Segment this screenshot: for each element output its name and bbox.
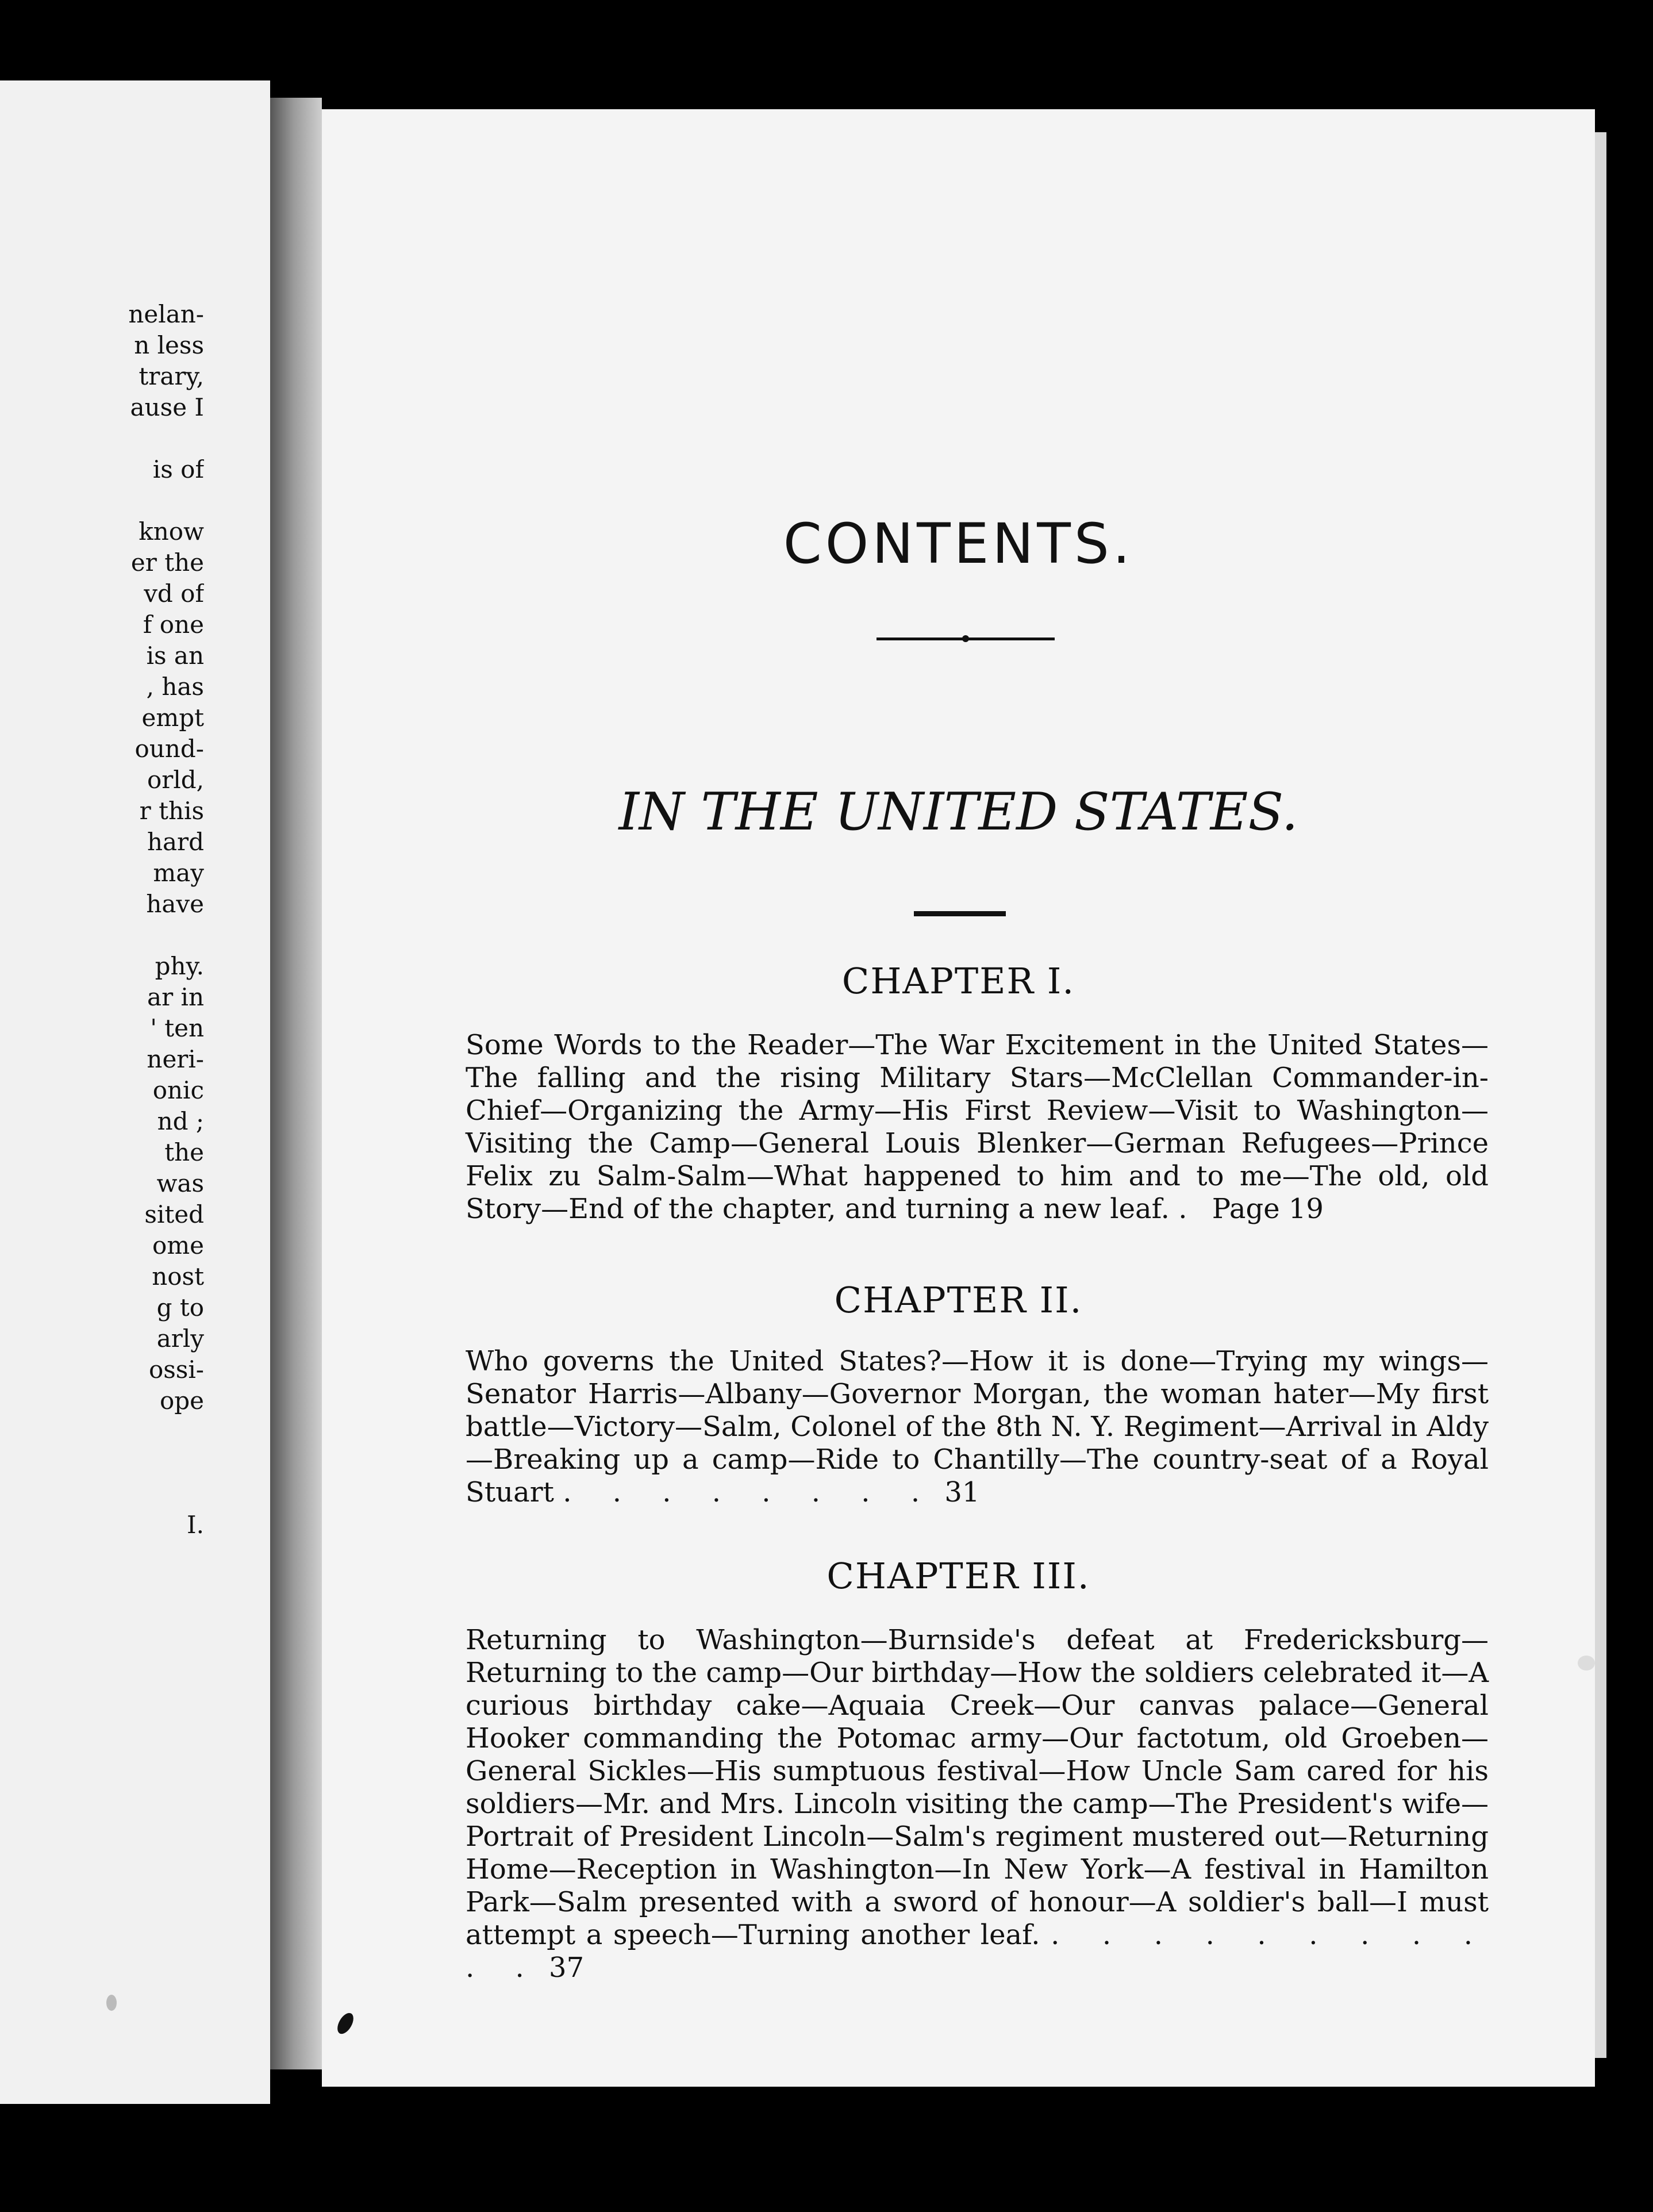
left-fragment-line — [0, 485, 204, 516]
left-fragment-line: ome — [152, 1231, 204, 1259]
left-fragment-line: orld, — [147, 766, 204, 794]
left-fragment-line: f one — [143, 610, 204, 639]
left-fragment-line: is an — [146, 642, 204, 670]
chapter-summary: Some Words to the Reader—The War Excitement in the United States—The falling and the rising Military Stars—McClellan Commander-in-Chief—Organizing the Army—His First Review—Visit to Washington—Visiting the Camp—General Louis Blenker—German Refugees—Prince Felix zu Salm-Salm—What happened to him and to me—The old, old Story—End of the chapter, and turning a new leaf. . Page 19 — [466, 1029, 1489, 1225]
left-fragment-line: ope — [159, 1387, 204, 1415]
left-fragment-line: r this — [139, 797, 204, 825]
left-fragment-line: ' ten — [150, 1014, 204, 1042]
left-fragment-line: phy. — [155, 952, 204, 980]
page-edge — [1595, 132, 1606, 2058]
left-fragment-line: sited — [144, 1200, 204, 1228]
left-fragment-line: ound- — [134, 735, 204, 763]
left-fragment-line: nost — [152, 1262, 204, 1291]
left-fragment-line: ossi- — [148, 1355, 204, 1384]
chapter-summary: Returning to Washington—Burnside's defeat at Fredericksburg—Returning to the camp—Our birthday—How the soldiers celebrated it—A curious birthday cake—Aquaia Creek—Our canvas palace—General Hooker commanding the Potomac army—Our factotum, old Groeben—General Sickles—His sumptuous festival—How Uncle Sam cared for his soldiers—Mr. and Mrs. Lincoln visiting the camp—The President's wife—Portrait of President Lincoln—Salm's regiment mustered out—Returning Home—Reception in Washington—In New York—A festival in Hamilton Park—Salm presented with a sword of honour—A soldier's ball—I must attempt a speech—Turning another leaf. . . . . . . . . . . . 37 — [466, 1624, 1489, 1984]
left-fragment-line: g to — [156, 1293, 204, 1322]
chapter-heading: CHAPTER III. — [826, 1555, 1090, 1597]
chapter-heading: CHAPTER II. — [834, 1279, 1083, 1321]
chapter-summary-text: Returning to Washington—Burnside's defeat at Fredericksburg—Returning to the camp—Our birthday—How the soldiers celebrated it—A curious birthday cake—Aquaia Creek—Our canvas palace—General Hooker commanding the Potomac army—Our factotum, old Groeben—General Sickles—His sumptuous festival—How Uncle Sam cared for his soldiers—Mr. and Mrs. Lincoln visiting the camp—The President's wife—Portrait of President Lincoln—Salm's regiment mustered out—Returning Home—Reception in Washington—In New York—A festival in Hamilton Park—Salm presented with a sword of honour—A soldier's ball—I must attempt a speech—Turning another leaf. — [466, 1624, 1489, 1951]
left-fragment-line: , has — [146, 673, 204, 701]
chapter-page-number: Page 19 — [1212, 1193, 1324, 1225]
left-fragment-line: was — [156, 1169, 204, 1197]
book-gutter — [270, 98, 322, 2069]
left-fragment-line: know — [139, 517, 204, 546]
left-fragment-line — [0, 423, 204, 454]
left-fragment-line: arly — [156, 1324, 204, 1353]
left-fragment-line — [0, 1416, 204, 1447]
chapter-heading: CHAPTER I. — [841, 960, 1075, 1002]
left-fragment-line: hard — [147, 828, 204, 856]
chapter-summary-text: Some Words to the Reader—The War Excitement in the United States—The falling and the rising Military Stars—McClellan Commander-in-Chief—Organizing the Army—His First Review—Visit to Washington—Visiting the Camp—General Louis Blenker—German Refugees—Prince Felix zu Salm-Salm—What happened to him and to me—The old, old Story—End of the chapter, and turning a new leaf. — [466, 1029, 1489, 1225]
section-rule — [914, 911, 1006, 916]
left-page-text-fragment — [0, 299, 204, 1541]
left-fragment-line: have — [146, 890, 204, 918]
left-fragment-line: I. — [187, 1511, 204, 1539]
left-fragment-line: neri- — [147, 1045, 204, 1073]
left-fragment-line: er the — [130, 548, 204, 577]
contents-title: CONTENTS. — [783, 512, 1134, 576]
left-fragment-line: empt — [141, 704, 204, 732]
left-fragment-line: the — [164, 1138, 204, 1166]
left-fragment-line: nelan- — [128, 300, 204, 328]
chapter-summary-text: Who governs the United States?—How it is done—Trying my wings—Senator Harris—Albany—Governor Morgan, the woman hater—My first battle—Victory—Salm, Colonel of the 8th N. Y. Regiment—Arrival in Aldy—Breaking up a camp—Ride to Chantilly—The country-seat of a Royal Stuart — [466, 1345, 1489, 1508]
left-fragment-line: n less — [134, 331, 204, 359]
left-fragment-line: onic — [152, 1076, 204, 1104]
chapter-page-number: 31 — [944, 1476, 980, 1508]
page-fleck — [1578, 1656, 1595, 1670]
left-fragment-line — [0, 1478, 204, 1510]
right-page — [322, 109, 1595, 2087]
left-fragment-line: trary, — [139, 362, 204, 390]
left-fragment-line — [0, 920, 204, 951]
left-fragment-line: nd ; — [157, 1107, 204, 1135]
left-fragment-line: may — [153, 859, 204, 887]
ink-speck — [106, 1995, 117, 2011]
left-fragment-line: vd of — [144, 579, 204, 608]
left-fragment-line: ause I — [130, 393, 204, 421]
left-fragment-line: is of — [152, 455, 204, 483]
left-fragment-line — [0, 1447, 204, 1478]
section-title: IN THE UNITED STATES. — [618, 782, 1298, 842]
left-fragment-line: ar in — [147, 983, 204, 1011]
chapter-page-number: 37 — [549, 1952, 585, 1984]
left-page — [0, 80, 270, 2104]
chapter-summary: Who governs the United States?—How it is done—Trying my wings—Senator Harris—Albany—Governor Morgan, the woman hater—My first battle—Victory—Salm, Colonel of the 8th N. Y. Regiment—Arrival in Aldy—Breaking up a camp—Ride to Chantilly—The country-seat of a Royal Stuart . . . . . . . . 31 — [466, 1345, 1489, 1508]
ornament-rule — [877, 635, 1055, 642]
